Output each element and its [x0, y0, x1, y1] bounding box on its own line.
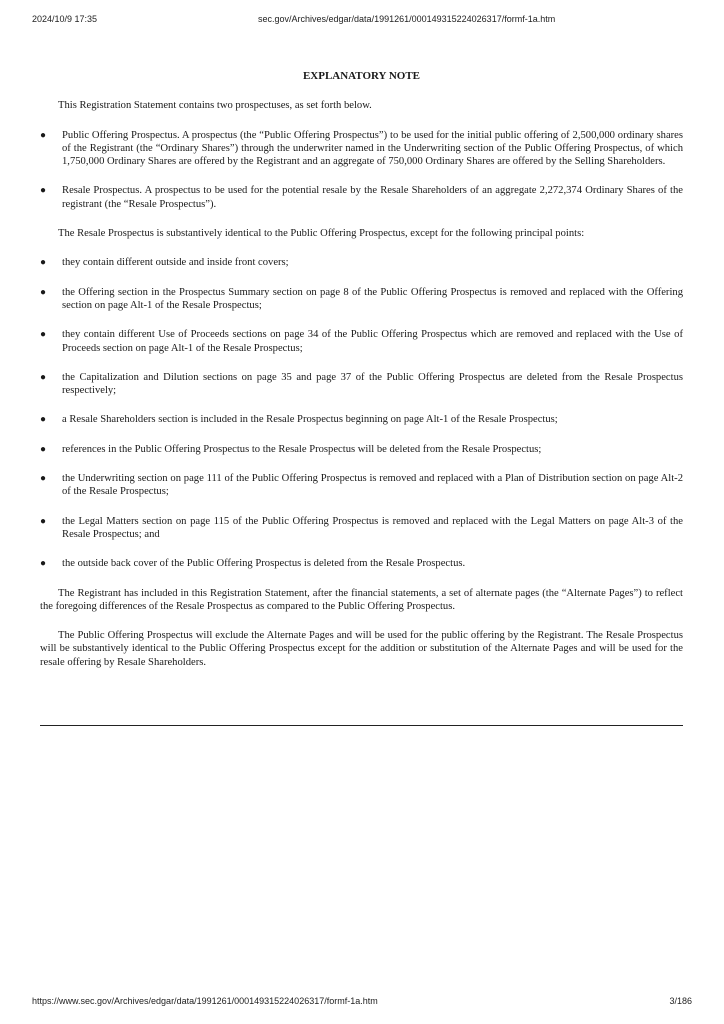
- list-item: [40, 256, 683, 269]
- list-item: [40, 286, 683, 313]
- list-item: [40, 443, 683, 456]
- point-text: they contain different outside and inside front covers;: [62, 257, 289, 269]
- section-divider: [40, 725, 683, 726]
- list-item: [40, 557, 683, 570]
- print-datetime: 2024/10/9 17:35: [32, 14, 98, 24]
- page-number: 3/186: [669, 996, 692, 1006]
- list-item: [40, 328, 683, 355]
- point-text: the Underwriting section on page 111 of the Public Offering Prospectus is removed and replaced with a Plan of Distribution section on page Alt-2 of the Resale Prospectus;: [62, 473, 683, 498]
- bullet-icon: ●: [40, 257, 47, 269]
- bullet-icon: ●: [40, 515, 47, 527]
- list-item: [40, 472, 683, 499]
- bullet-icon: ●: [40, 286, 47, 298]
- intro-paragraph: This Registration Statement contains two prospectuses, as set forth below.: [58, 100, 372, 112]
- bullet-icon: ●: [40, 185, 47, 197]
- comparison-intro-paragraph: The Resale Prospectus is substantively identical to the Public Offering Prospectus, except for the following principal points:: [58, 228, 585, 240]
- list-item: [40, 413, 683, 426]
- document-title: EXPLANATORY NOTE: [302, 70, 421, 82]
- point-text: the outside back cover of the Public Offering Prospectus is deleted from the Resale Prospectus.: [62, 558, 466, 570]
- resale-prospectus-text: Resale Prospectus. A prospectus to be used for the potential resale by the Resale Shareholders of an aggregate 2,272,374 Ordinary Shares of the registrant (the “Resale Prospectus”).: [62, 185, 683, 210]
- alternate-pages-paragraph: The Registrant has included in this Registration Statement, after the financial statements, a set of alternate pages (the “Alternate Pages”) to reflect the foregoing differences of the Resale Prospectus as compared to the Public Offering Prospectus.: [40, 587, 683, 612]
- point-text: a Resale Shareholders section is included in the Resale Prospectus beginning on page Alt-1 of the Resale Prospectus;: [62, 414, 558, 426]
- print-footer-url: https://www.sec.gov/Archives/edgar/data/1991261/000149315224026317/formf-1a.htm: [32, 996, 378, 1006]
- list-item: [40, 371, 683, 398]
- point-text: the Capitalization and Dilution sections on page 35 and page 37 of the Public Offering Prospectus are deleted from the Resale Prospectus respectively;: [62, 371, 683, 397]
- bullet-icon: ●: [40, 329, 47, 341]
- bullet-icon: ●: [40, 129, 47, 141]
- list-item: [40, 184, 683, 211]
- point-text: the Offering section in the Prospectus Summary section on page 8 of the Public Offering Prospectus is removed and replaced with the Offering section on page Alt-1 of the Resale Prospectus;: [62, 286, 683, 311]
- list-item: [40, 515, 683, 542]
- list-item: [40, 129, 683, 169]
- public-offering-prospectus-text: Public Offering Prospectus. A prospectus (the “Public Offering Prospectus”) to be used for the initial public offering of 2,500,000 ordinary shares of the Registrant (the “Ordinary Shares”) through the underwriter named in the Underwriting section of the Public Offering Prospectus, of which 1,750,000 Ordinary Shares are offered by the Registrant and an aggregate of 750,000 Ordinary Shares are offered by the Selling Shareholders.: [62, 129, 683, 168]
- print-footer: [32, 996, 692, 1006]
- point-text: the Legal Matters section on page 115 of the Public Offering Prospectus is removed and replaced with the Legal Matters on page Alt-3 of the Resale Prospectus; and: [62, 515, 683, 540]
- print-header-url: sec.gov/Archives/edgar/data/1991261/000149315224026317/formf-1a.htm: [258, 14, 556, 24]
- point-text: references in the Public Offering Prospectus to the Resale Prospectus will be deleted from the Resale Prospectus;: [62, 443, 542, 455]
- closing-paragraph: The Public Offering Prospectus will exclude the Alternate Pages and will be used for the public offering by the Registrant. The Resale Prospectus will be substantively identical to the Public Offering Prospectus except for the addition or substitution of the Alternate Pages and will be used for the resale offering by Resale Shareholders.: [40, 630, 683, 668]
- document-body: [40, 70, 683, 685]
- bullet-icon: ●: [40, 473, 47, 485]
- point-text: they contain different Use of Proceeds sections on page 34 of the Public Offering Prospectus which are removed and replaced with the Use of Proceeds section on page Alt-1 of the Resale Prospectus;: [62, 329, 683, 354]
- bullet-icon: ●: [40, 443, 47, 455]
- bullet-icon: ●: [40, 558, 47, 570]
- bullet-icon: ●: [40, 371, 47, 383]
- bullet-icon: ●: [40, 414, 47, 426]
